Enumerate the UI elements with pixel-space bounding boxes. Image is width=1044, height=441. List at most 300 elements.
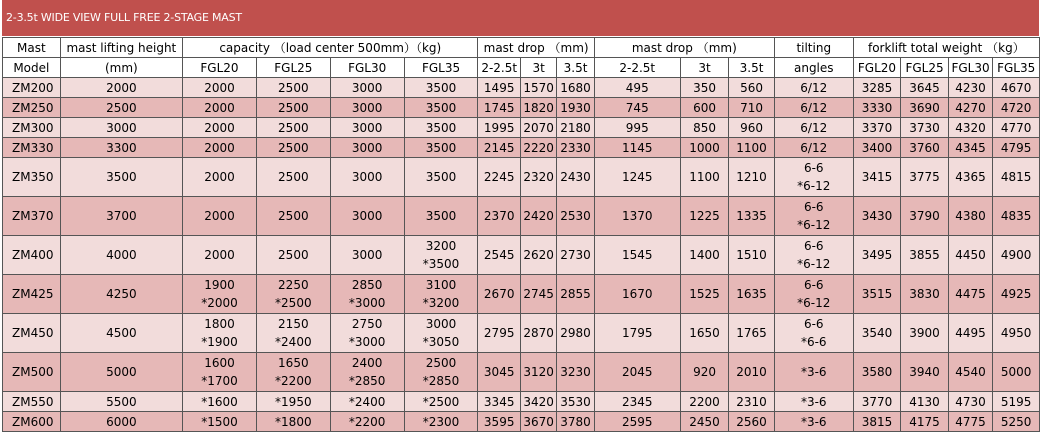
model-cell: ZM370	[3, 197, 61, 236]
capacity-cell	[404, 392, 478, 412]
header-row-1	[3, 38, 1040, 58]
header-tilting-line2: angles	[774, 58, 853, 78]
capacity-cell-line: *2200	[275, 374, 312, 388]
mast-drop-b-cell: 1670	[594, 275, 680, 314]
mast-drop-b-cell: 2345	[594, 392, 680, 412]
header-capacity-model: FGL25	[256, 58, 330, 78]
tilting-cell-line: 6-6	[803, 278, 824, 292]
capacity-cell-line: 2500	[278, 100, 309, 115]
header-drop-b-class: 2-2.5t	[594, 58, 680, 78]
weight-cell: 4775	[948, 412, 993, 432]
capacity-cell-line: 2250	[278, 278, 309, 292]
lift-height-cell: 4250	[60, 275, 182, 314]
model-cell: ZM600	[3, 412, 61, 432]
capacity-cell	[183, 197, 257, 236]
mast-drop-b-cell: 710	[729, 98, 775, 118]
weight-cell: 3330	[853, 98, 901, 118]
header-row-2	[3, 58, 1040, 78]
mast-drop-b-cell: 960	[729, 118, 775, 138]
mast-spec-table	[2, 37, 1040, 432]
header-capacity-model: FGL35	[404, 58, 478, 78]
mast-drop-a-cell: 2730	[557, 236, 594, 275]
tilting-cell	[774, 78, 853, 98]
capacity-cell-line: 2150	[278, 317, 309, 331]
mast-drop-b-cell: 2045	[594, 353, 680, 392]
weight-cell: 3815	[853, 412, 901, 432]
table-row	[3, 118, 1040, 138]
weight-cell: 4730	[948, 392, 993, 412]
weight-cell: 4720	[993, 98, 1040, 118]
header-mast-model: Mast	[3, 38, 61, 58]
tilting-cell-line: *6-12	[797, 218, 831, 232]
weight-cell: 3540	[853, 314, 901, 353]
weight-cell: 3370	[853, 118, 901, 138]
capacity-cell-line: *1950	[275, 394, 312, 409]
capacity-cell-line: 3500	[425, 80, 457, 95]
mast-drop-b-cell: 560	[729, 78, 775, 98]
capacity-cell-line: *1600	[201, 394, 238, 409]
capacity-cell-line: 3200	[425, 239, 457, 253]
table-body	[3, 38, 1040, 432]
table-row	[3, 197, 1040, 236]
capacity-cell	[330, 98, 404, 118]
capacity-cell	[256, 275, 330, 314]
weight-cell: 4925	[993, 275, 1040, 314]
capacity-cell	[183, 412, 257, 432]
capacity-cell-line: 1600	[204, 356, 235, 370]
header-lift-height: mast lifting height	[60, 38, 182, 58]
mast-drop-a-cell: 3345	[478, 392, 520, 412]
mast-drop-a-cell: 3230	[557, 353, 594, 392]
tilting-cell-line: *3-6	[800, 394, 827, 409]
mast-drop-b-cell: 600	[680, 98, 729, 118]
capacity-cell	[256, 118, 330, 138]
lift-height-cell: 5000	[60, 353, 182, 392]
weight-cell: 3400	[853, 138, 901, 158]
weight-cell: 4130	[901, 392, 949, 412]
mast-drop-a-cell: 2670	[478, 275, 520, 314]
weight-cell: 4230	[948, 78, 993, 98]
mast-drop-b-cell: 1100	[729, 138, 775, 158]
capacity-cell-line: 1650	[278, 356, 309, 370]
capacity-cell	[256, 78, 330, 98]
table-row	[3, 275, 1040, 314]
weight-cell: 3580	[853, 353, 901, 392]
header-drop-a-class: 3t	[520, 58, 556, 78]
capacity-cell-line: *2400	[348, 394, 386, 409]
mast-drop-a-cell: 2330	[557, 138, 594, 158]
header-mast-drop-a: mast drop （mm)	[478, 38, 594, 58]
capacity-cell	[256, 236, 330, 275]
header-drop-b-class: 3.5t	[729, 58, 775, 78]
tilting-cell	[774, 98, 853, 118]
tilting-cell-line: *3-6	[800, 365, 827, 379]
model-cell: ZM250	[3, 98, 61, 118]
header-capacity-model: FGL20	[183, 58, 257, 78]
mast-drop-a-cell: 2745	[520, 275, 556, 314]
tilting-cell-line: 6-6	[803, 239, 824, 253]
capacity-cell-line: 3500	[425, 120, 457, 135]
lift-height-cell: 5500	[60, 392, 182, 412]
mast-drop-a-cell: 3670	[520, 412, 556, 432]
mast-drop-b-cell: 920	[680, 353, 729, 392]
mast-drop-b-cell: 2200	[680, 392, 729, 412]
mast-drop-b-cell: 350	[680, 78, 729, 98]
weight-cell: 4450	[948, 236, 993, 275]
capacity-cell-line: 2500	[425, 356, 457, 370]
weight-cell: 3900	[901, 314, 949, 353]
weight-cell: 3415	[853, 158, 901, 197]
header-mast-model-line2: Model	[3, 58, 61, 78]
capacity-cell-line: 2000	[204, 248, 235, 262]
capacity-cell-line: *2000	[201, 296, 238, 310]
table-row	[3, 78, 1040, 98]
weight-cell: 3645	[901, 78, 949, 98]
mast-drop-a-cell: 3780	[557, 412, 594, 432]
weight-cell: 3430	[853, 197, 901, 236]
capacity-cell-line: 1900	[204, 278, 235, 292]
weight-cell: 3775	[901, 158, 949, 197]
table-row	[3, 353, 1040, 392]
capacity-cell	[183, 78, 257, 98]
weight-cell: 5195	[993, 392, 1040, 412]
weight-cell: 5000	[993, 353, 1040, 392]
capacity-cell-line: *3000	[348, 296, 386, 310]
mast-drop-a-cell: 2245	[478, 158, 520, 197]
tilting-cell	[774, 412, 853, 432]
capacity-cell-line: 2500	[278, 140, 309, 155]
lift-height-cell: 4000	[60, 236, 182, 275]
model-cell: ZM350	[3, 158, 61, 197]
mast-drop-b-cell: 1400	[680, 236, 729, 275]
mast-drop-a-cell: 3120	[520, 353, 556, 392]
mast-drop-b-cell: 850	[680, 118, 729, 138]
header-weight-model: FGL30	[948, 58, 993, 78]
capacity-cell	[256, 197, 330, 236]
capacity-cell-line: *1500	[201, 414, 238, 429]
tilting-cell-line: *6-12	[797, 296, 831, 310]
capacity-cell-line: *2300	[422, 414, 460, 429]
capacity-cell-line: 3000	[351, 170, 383, 184]
mast-drop-b-cell: 1510	[729, 236, 775, 275]
header-capacity: capacity （load center 500mm）（kg)	[183, 38, 478, 58]
weight-cell: 3690	[901, 98, 949, 118]
tilting-cell-line: 6/12	[800, 140, 828, 155]
tilting-cell	[774, 138, 853, 158]
weight-cell: 4540	[948, 353, 993, 392]
model-cell: ZM425	[3, 275, 61, 314]
weight-cell: 4175	[901, 412, 949, 432]
weight-cell: 4835	[993, 197, 1040, 236]
capacity-cell	[330, 236, 404, 275]
mast-drop-a-cell: 2855	[557, 275, 594, 314]
capacity-cell-line: *3000	[348, 335, 386, 349]
capacity-cell	[404, 138, 478, 158]
capacity-cell	[330, 392, 404, 412]
weight-cell: 3940	[901, 353, 949, 392]
mast-drop-a-cell: 1570	[520, 78, 556, 98]
mast-drop-b-cell: 2450	[680, 412, 729, 432]
mast-drop-b-cell: 1635	[729, 275, 775, 314]
capacity-cell	[404, 275, 478, 314]
weight-cell: 3495	[853, 236, 901, 275]
capacity-cell-line: 3500	[425, 140, 457, 155]
table-row	[3, 98, 1040, 118]
tilting-cell	[774, 275, 853, 314]
lift-height-cell: 2500	[60, 98, 182, 118]
mast-drop-a-cell: 3530	[557, 392, 594, 412]
capacity-cell-line: *2400	[275, 335, 312, 349]
mast-drop-a-cell: 2530	[557, 197, 594, 236]
lift-height-cell: 3700	[60, 197, 182, 236]
capacity-cell-line: *1900	[201, 335, 238, 349]
mast-drop-a-cell: 2870	[520, 314, 556, 353]
table-row	[3, 314, 1040, 353]
capacity-cell-line: 3000	[351, 100, 383, 115]
mast-drop-a-cell: 3045	[478, 353, 520, 392]
table-row	[3, 138, 1040, 158]
capacity-cell-line: 2000	[204, 80, 235, 95]
weight-cell: 4950	[993, 314, 1040, 353]
weight-cell: 4795	[993, 138, 1040, 158]
weight-cell: 3855	[901, 236, 949, 275]
mast-drop-b-cell: 1370	[594, 197, 680, 236]
mast-drop-a-cell: 2420	[520, 197, 556, 236]
mast-drop-a-cell: 1495	[478, 78, 520, 98]
capacity-cell	[330, 158, 404, 197]
weight-cell: 4365	[948, 158, 993, 197]
mast-drop-a-cell: 2320	[520, 158, 556, 197]
model-cell: ZM300	[3, 118, 61, 138]
tilting-cell-line: 6-6	[803, 317, 824, 331]
header-drop-b-class: 3t	[680, 58, 729, 78]
capacity-cell	[404, 158, 478, 197]
capacity-cell-line: 3000	[351, 80, 383, 95]
model-cell: ZM550	[3, 392, 61, 412]
capacity-cell-line: 3100	[425, 278, 457, 292]
lift-height-cell: 3000	[60, 118, 182, 138]
capacity-cell-line: 2850	[351, 278, 383, 292]
capacity-cell	[404, 314, 478, 353]
weight-cell: 4320	[948, 118, 993, 138]
mast-drop-a-cell: 3420	[520, 392, 556, 412]
mast-drop-a-cell: 2070	[520, 118, 556, 138]
capacity-cell	[404, 353, 478, 392]
capacity-cell	[404, 197, 478, 236]
capacity-cell-line: *2200	[348, 414, 386, 429]
tilting-cell-line: 6/12	[800, 80, 828, 95]
lift-height-cell: 3500	[60, 158, 182, 197]
capacity-cell-line: 3000	[351, 120, 383, 135]
header-tilting: tilting	[774, 38, 853, 58]
mast-drop-a-cell: 2430	[557, 158, 594, 197]
weight-cell: 3770	[853, 392, 901, 412]
weight-cell: 3790	[901, 197, 949, 236]
capacity-cell	[183, 158, 257, 197]
header-weight-model: FGL20	[853, 58, 901, 78]
mast-drop-b-cell: 2560	[729, 412, 775, 432]
table-title: 2-3.5t WIDE VIEW FULL FREE 2-STAGE MAST	[2, 0, 1039, 36]
capacity-cell-line: *2500	[275, 296, 312, 310]
capacity-cell-line: *2500	[422, 394, 460, 409]
capacity-cell	[183, 275, 257, 314]
lift-height-cell: 2000	[60, 78, 182, 98]
table-row	[3, 236, 1040, 275]
mast-drop-b-cell: 1000	[680, 138, 729, 158]
capacity-cell	[256, 98, 330, 118]
capacity-cell	[404, 98, 478, 118]
model-cell: ZM200	[3, 78, 61, 98]
capacity-cell-line: *3200	[422, 296, 460, 310]
model-cell: ZM450	[3, 314, 61, 353]
weight-cell: 4345	[948, 138, 993, 158]
capacity-cell-line: *1800	[275, 414, 312, 429]
tilting-cell-line: 6/12	[800, 100, 828, 115]
capacity-cell-line: 3000	[425, 317, 457, 331]
weight-cell: 4770	[993, 118, 1040, 138]
header-weight: forklift total weight （kg）	[853, 38, 1039, 58]
weight-cell: 3830	[901, 275, 949, 314]
capacity-cell	[256, 158, 330, 197]
capacity-cell-line: *2850	[348, 374, 386, 388]
model-cell: ZM330	[3, 138, 61, 158]
mast-drop-b-cell: 1545	[594, 236, 680, 275]
tilting-cell-line: 6-6	[803, 200, 824, 214]
capacity-cell	[183, 353, 257, 392]
mast-drop-b-cell: 1245	[594, 158, 680, 197]
tilting-cell-line: *3-6	[800, 414, 827, 429]
capacity-cell	[330, 197, 404, 236]
weight-cell: 3515	[853, 275, 901, 314]
mast-drop-a-cell: 2795	[478, 314, 520, 353]
weight-cell: 3285	[853, 78, 901, 98]
weight-cell: 4670	[993, 78, 1040, 98]
capacity-cell-line: *1700	[201, 374, 238, 388]
mast-drop-a-cell: 2220	[520, 138, 556, 158]
tilting-cell-line: 6/12	[800, 120, 828, 135]
mast-drop-a-cell: 1680	[557, 78, 594, 98]
weight-cell: 3730	[901, 118, 949, 138]
capacity-cell	[330, 138, 404, 158]
lift-height-cell: 4500	[60, 314, 182, 353]
mast-drop-b-cell: 495	[594, 78, 680, 98]
model-cell: ZM500	[3, 353, 61, 392]
capacity-cell-line: 3000	[351, 248, 383, 262]
capacity-cell-line: 2500	[278, 170, 309, 184]
capacity-cell	[330, 412, 404, 432]
mast-drop-a-cell: 3595	[478, 412, 520, 432]
capacity-cell	[330, 314, 404, 353]
capacity-cell-line: 2000	[204, 170, 235, 184]
capacity-cell	[404, 78, 478, 98]
mast-drop-b-cell: 2595	[594, 412, 680, 432]
capacity-cell-line: 2000	[204, 120, 235, 135]
weight-cell: 4380	[948, 197, 993, 236]
header-drop-a-class: 3.5t	[557, 58, 594, 78]
tilting-cell-line: *6-12	[797, 179, 831, 193]
capacity-cell	[256, 138, 330, 158]
tilting-cell	[774, 197, 853, 236]
capacity-cell	[183, 98, 257, 118]
tilting-cell	[774, 118, 853, 138]
tilting-cell	[774, 158, 853, 197]
mast-drop-b-cell: 1145	[594, 138, 680, 158]
header-drop-a-class: 2-2.5t	[478, 58, 520, 78]
header-capacity-model: FGL30	[330, 58, 404, 78]
capacity-cell	[330, 353, 404, 392]
capacity-cell	[183, 138, 257, 158]
capacity-cell-line: 2500	[278, 209, 309, 223]
model-cell: ZM400	[3, 236, 61, 275]
mast-drop-b-cell: 1650	[680, 314, 729, 353]
weight-cell: 4270	[948, 98, 993, 118]
mast-drop-a-cell: 2545	[478, 236, 520, 275]
mast-drop-b-cell: 1525	[680, 275, 729, 314]
table-row	[3, 158, 1040, 197]
capacity-cell	[256, 392, 330, 412]
capacity-cell-line: 3500	[425, 100, 457, 115]
capacity-cell-line: *2850	[422, 374, 460, 388]
weight-cell: 5250	[993, 412, 1040, 432]
capacity-cell	[256, 353, 330, 392]
table-row	[3, 392, 1040, 412]
mast-drop-a-cell: 2980	[557, 314, 594, 353]
mast-drop-a-cell: 2370	[478, 197, 520, 236]
capacity-cell	[404, 118, 478, 138]
mast-drop-a-cell: 2620	[520, 236, 556, 275]
mast-drop-b-cell: 1795	[594, 314, 680, 353]
capacity-cell	[330, 275, 404, 314]
capacity-cell	[256, 412, 330, 432]
capacity-cell-line: 2400	[351, 356, 383, 370]
capacity-cell-line: *3500	[422, 257, 460, 271]
tilting-cell	[774, 353, 853, 392]
tilting-cell	[774, 392, 853, 412]
mast-drop-b-cell: 1765	[729, 314, 775, 353]
capacity-cell-line: 2750	[351, 317, 383, 331]
weight-cell: 4495	[948, 314, 993, 353]
mast-drop-b-cell: 1225	[680, 197, 729, 236]
capacity-cell-line: 2500	[278, 248, 309, 262]
capacity-cell-line: 2000	[204, 100, 235, 115]
lift-height-cell: 6000	[60, 412, 182, 432]
mast-drop-a-cell: 1820	[520, 98, 556, 118]
capacity-cell	[183, 118, 257, 138]
mast-drop-a-cell: 2145	[478, 138, 520, 158]
header-weight-model: FGL35	[993, 58, 1040, 78]
tilting-cell-line: *6-12	[797, 257, 831, 271]
capacity-cell-line: 3500	[425, 209, 457, 223]
capacity-cell-line: 2500	[278, 80, 309, 95]
weight-cell: 4900	[993, 236, 1040, 275]
table-row	[3, 412, 1040, 432]
tilting-cell	[774, 236, 853, 275]
mast-drop-a-cell: 2180	[557, 118, 594, 138]
weight-cell: 3760	[901, 138, 949, 158]
capacity-cell	[183, 236, 257, 275]
mast-drop-b-cell: 2310	[729, 392, 775, 412]
mast-drop-b-cell: 745	[594, 98, 680, 118]
capacity-cell-line: 2000	[204, 209, 235, 223]
capacity-cell	[404, 236, 478, 275]
tilting-cell-line: *6-6	[800, 335, 827, 349]
header-lift-height-unit: (mm)	[60, 58, 182, 78]
mast-drop-b-cell: 1100	[680, 158, 729, 197]
mast-drop-b-cell: 1335	[729, 197, 775, 236]
mast-drop-a-cell: 1995	[478, 118, 520, 138]
tilting-cell-line: 6-6	[803, 161, 824, 175]
capacity-cell-line: 3000	[351, 140, 383, 155]
